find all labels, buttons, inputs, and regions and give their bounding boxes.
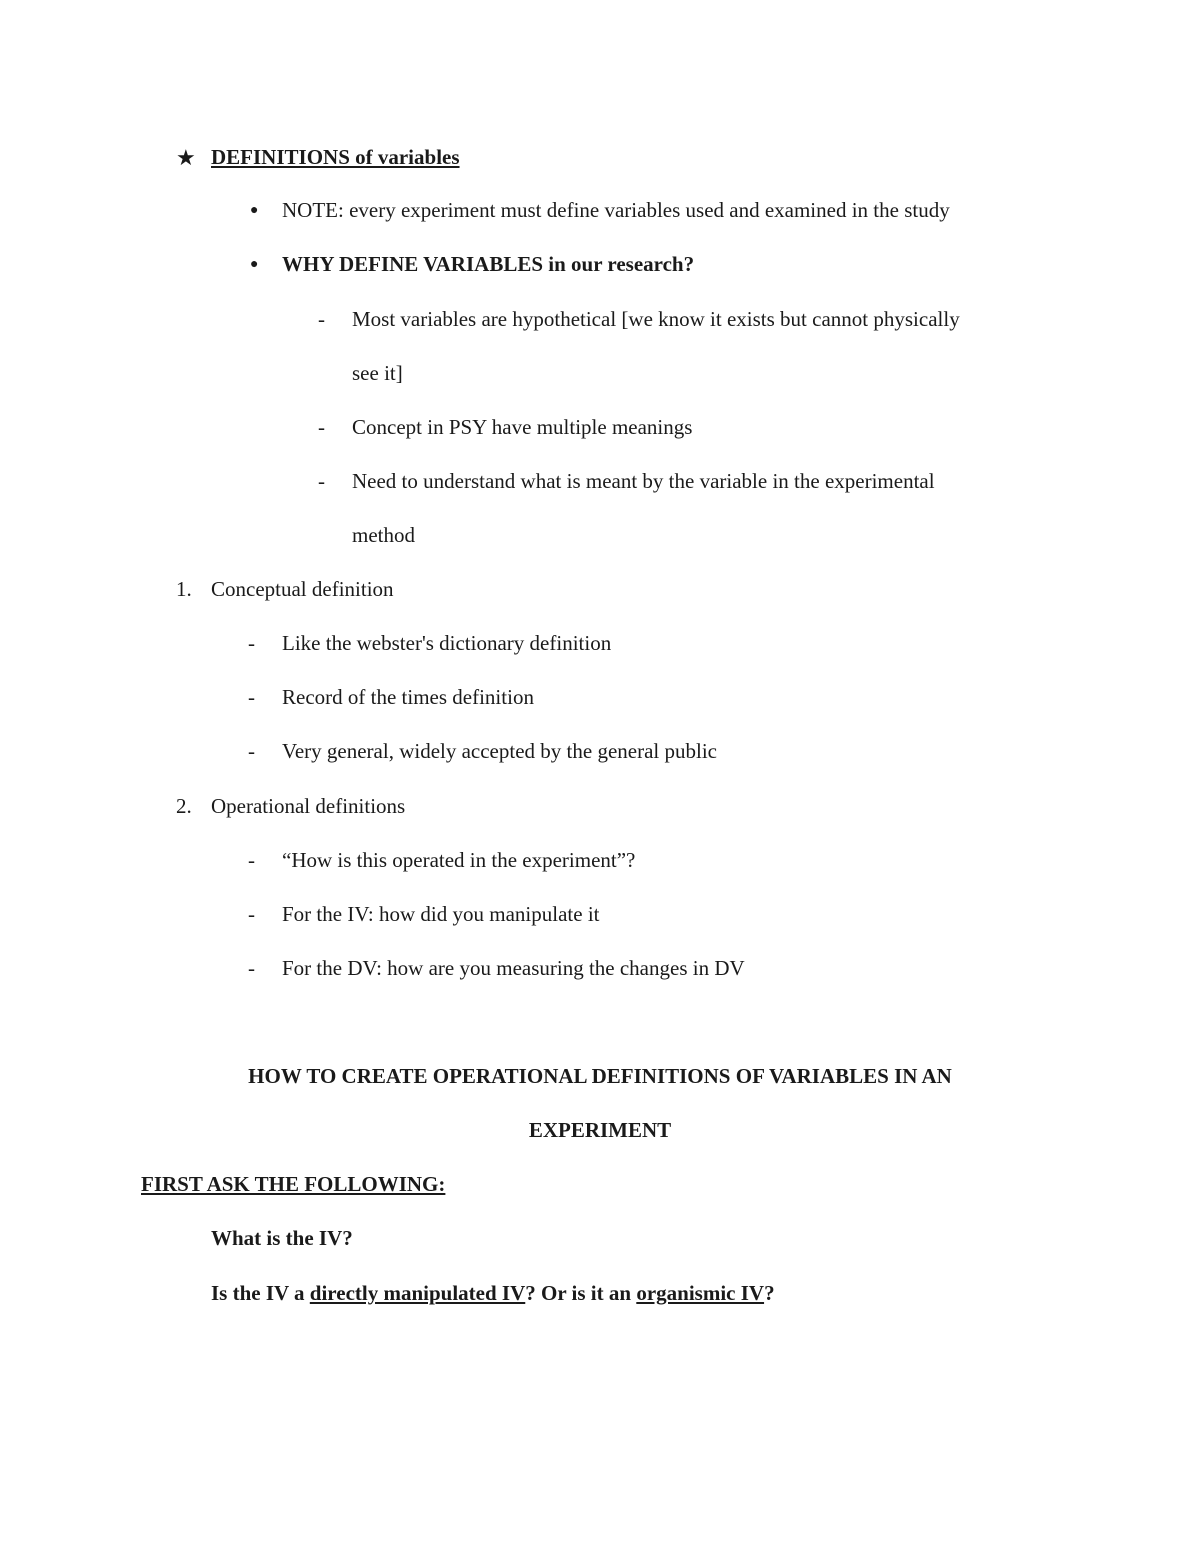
why-point-text: Most variables are hypothetical [we know it exists but cannot physically [352, 307, 960, 331]
dash-marker: - [318, 307, 325, 331]
question-text: ? Or is it an [525, 1281, 637, 1305]
list-item: “How is this operated in the experiment”? [282, 848, 636, 872]
list-item: For the DV: how are you measuring the changes in DV [282, 956, 745, 980]
list-item: For the IV: how did you manipulate it [282, 902, 600, 926]
note-text: NOTE: every experiment must define variables used and examined in the study [282, 198, 950, 222]
list-number: 1. [176, 577, 192, 601]
list-item: Record of the times definition [282, 685, 534, 709]
how-to-heading: HOW TO CREATE OPERATIONAL DEFINITIONS OF VARIABLES IN AN [248, 1064, 952, 1088]
dash-marker: - [248, 631, 255, 655]
term-organismic: organismic IV [636, 1281, 765, 1305]
dash-marker: - [248, 739, 255, 763]
dash-marker: - [248, 848, 255, 872]
star-icon: ★ [176, 145, 196, 170]
why-heading: WHY DEFINE VARIABLES in our research? [282, 252, 695, 276]
why-point-text: Concept in PSY have multiple meanings [352, 415, 693, 439]
dash-marker: - [318, 415, 325, 439]
dash-marker: - [248, 685, 255, 709]
list-item: Very general, widely accepted by the general public [282, 739, 717, 763]
why-point-text: see it] [352, 361, 403, 385]
dash-marker: - [248, 956, 255, 980]
bullet-icon: ● [250, 257, 259, 272]
dash-marker: - [248, 902, 255, 926]
numbered-item-title: Operational definitions [211, 794, 406, 818]
bullet-icon: ● [250, 203, 259, 218]
question-iv-type [211, 1283, 775, 1304]
why-point-text: Need to understand what is meant by the variable in the experimental [352, 469, 935, 493]
why-point-text: method [352, 523, 415, 547]
first-ask-heading: FIRST ASK THE FOLLOWING: [141, 1172, 446, 1196]
question-text: ? [764, 1281, 775, 1305]
list-number: 2. [176, 794, 192, 818]
list-item: Like the webster's dictionary definition [282, 631, 612, 655]
numbered-item-title: Conceptual definition [211, 577, 394, 601]
question-text: Is the IV a [211, 1281, 310, 1305]
how-to-heading-continued: EXPERIMENT [528, 1118, 672, 1142]
question-iv: What is the IV? [211, 1226, 353, 1250]
dash-marker: - [318, 469, 325, 493]
term-directly-manipulated: directly manipulated IV [309, 1281, 526, 1305]
section-heading: DEFINITIONS of variables [211, 145, 460, 169]
